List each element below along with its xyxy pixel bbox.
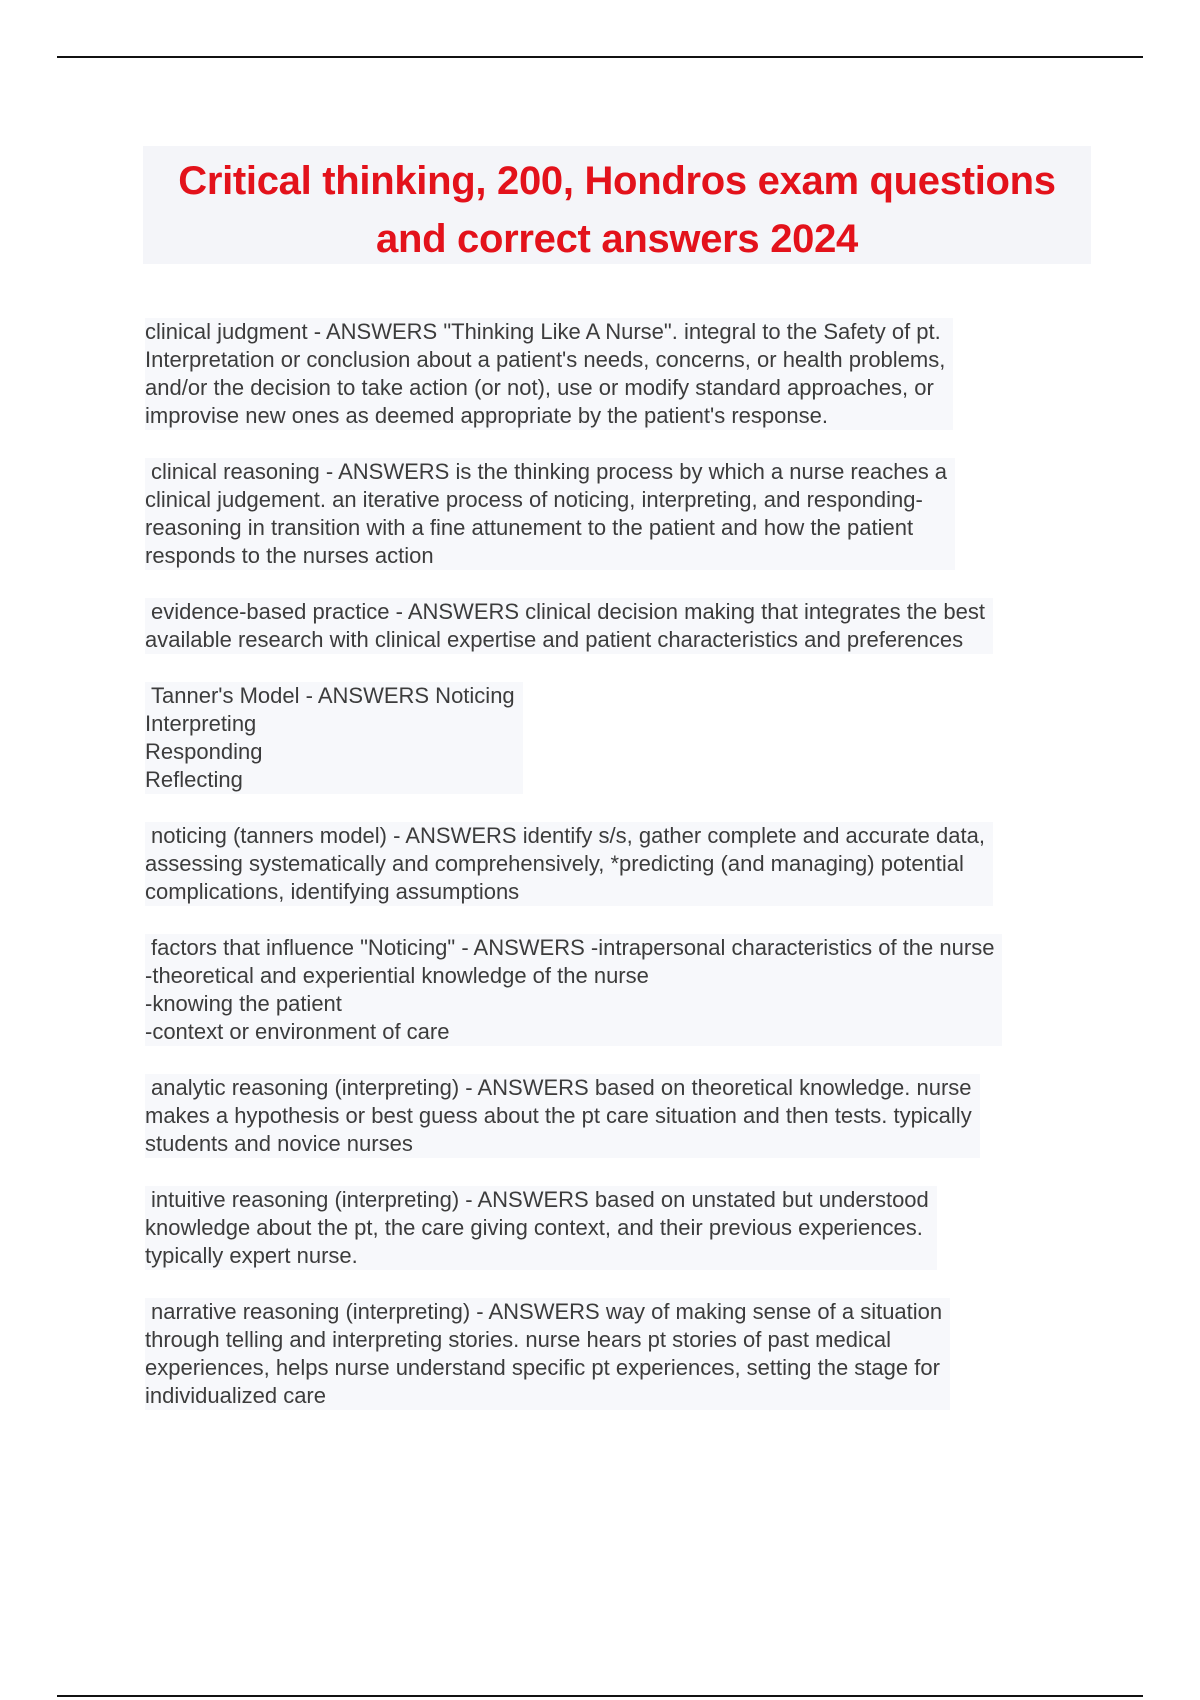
entry-line: students and novice nurses [145, 1131, 413, 1156]
entry-line: assessing systematically and comprehensively, *predicting (and managing) potential [145, 851, 964, 876]
footer-rule [57, 1695, 1143, 1697]
entry-clinical-judgment [145, 318, 953, 430]
entry-line: available research with clinical expertise and patient characteristics and preferences [145, 627, 964, 652]
entry-line: analytic reasoning (interpreting) - ANSWERS based on theoretical knowledge. nurse [151, 1075, 972, 1100]
entry-line: typically expert nurse. [145, 1243, 358, 1268]
title-line-2: and correct answers 2024 [376, 217, 858, 261]
entry-line: -theoretical and experiential knowledge of the nurse [145, 963, 649, 988]
entry-line: knowledge about the pt, the care giving context, and their previous experiences. [145, 1215, 923, 1240]
entry-line: Responding [145, 739, 263, 764]
entry-line: experiences, helps nurse understand specific pt experiences, setting the stage for [145, 1355, 940, 1380]
entry-line: makes a hypothesis or best guess about the pt care situation and then tests. typically [145, 1103, 972, 1128]
entry-line: evidence-based practice - ANSWERS clinical decision making that integrates the best [151, 599, 985, 624]
title-line-1: Critical thinking, 200, Hondros exam questions [178, 159, 1056, 203]
entry-line: noticing (tanners model) - ANSWERS identify s/s, gather complete and accurate data, [151, 823, 985, 848]
entry-factors-noticing [145, 934, 1002, 1046]
entry-line: complications, identifying assumptions [145, 879, 520, 904]
entry-analytic-reasoning [145, 1074, 980, 1158]
entry-line: clinical judgement. an iterative process of noticing, interpreting, and responding- [145, 487, 923, 512]
entry-evidence-based-practice [145, 598, 993, 654]
entry-narrative-reasoning [145, 1298, 950, 1410]
entry-line: clinical reasoning - ANSWERS is the thinking process by which a nurse reaches a [151, 459, 948, 484]
document-title [143, 146, 1091, 264]
header-rule [57, 56, 1143, 58]
entry-intuitive-reasoning [145, 1186, 937, 1270]
entry-clinical-reasoning [145, 458, 955, 570]
entry-line: Tanner's Model - ANSWERS Noticing [151, 683, 515, 708]
entry-line: Interpretation or conclusion about a patient's needs, concerns, or health problems, [145, 347, 946, 372]
entry-line: responds to the nurses action [145, 543, 434, 568]
entry-line: reasoning in transition with a fine attunement to the patient and how the patient [145, 515, 914, 540]
flashcard-list [145, 318, 1085, 1438]
entry-line: clinical judgment - ANSWERS "Thinking Like A Nurse". integral to the Safety of pt. [145, 319, 941, 344]
entry-line: narrative reasoning (interpreting) - ANSWERS way of making sense of a situation [151, 1299, 943, 1324]
entry-line: -knowing the patient [145, 991, 342, 1016]
entry-line: intuitive reasoning (interpreting) - ANSWERS based on unstated but understood [151, 1187, 929, 1212]
entry-line: Interpreting [145, 711, 257, 736]
entry-line: and/or the decision to take action (or not), use or modify standard approaches, or [145, 375, 934, 400]
entry-line: Reflecting [145, 767, 243, 792]
entry-line: factors that influence "Noticing" - ANSWERS -intrapersonal characteristics of the nurse [151, 935, 995, 960]
entry-noticing [145, 822, 993, 906]
entry-line: through telling and interpreting stories. nurse hears pt stories of past medical [145, 1327, 891, 1352]
entry-line: -context or environment of care [145, 1019, 450, 1044]
entry-line: individualized care [145, 1383, 326, 1408]
entry-tanners-model [145, 682, 523, 794]
entry-line: improvise new ones as deemed appropriate by the patient's response. [145, 403, 828, 428]
